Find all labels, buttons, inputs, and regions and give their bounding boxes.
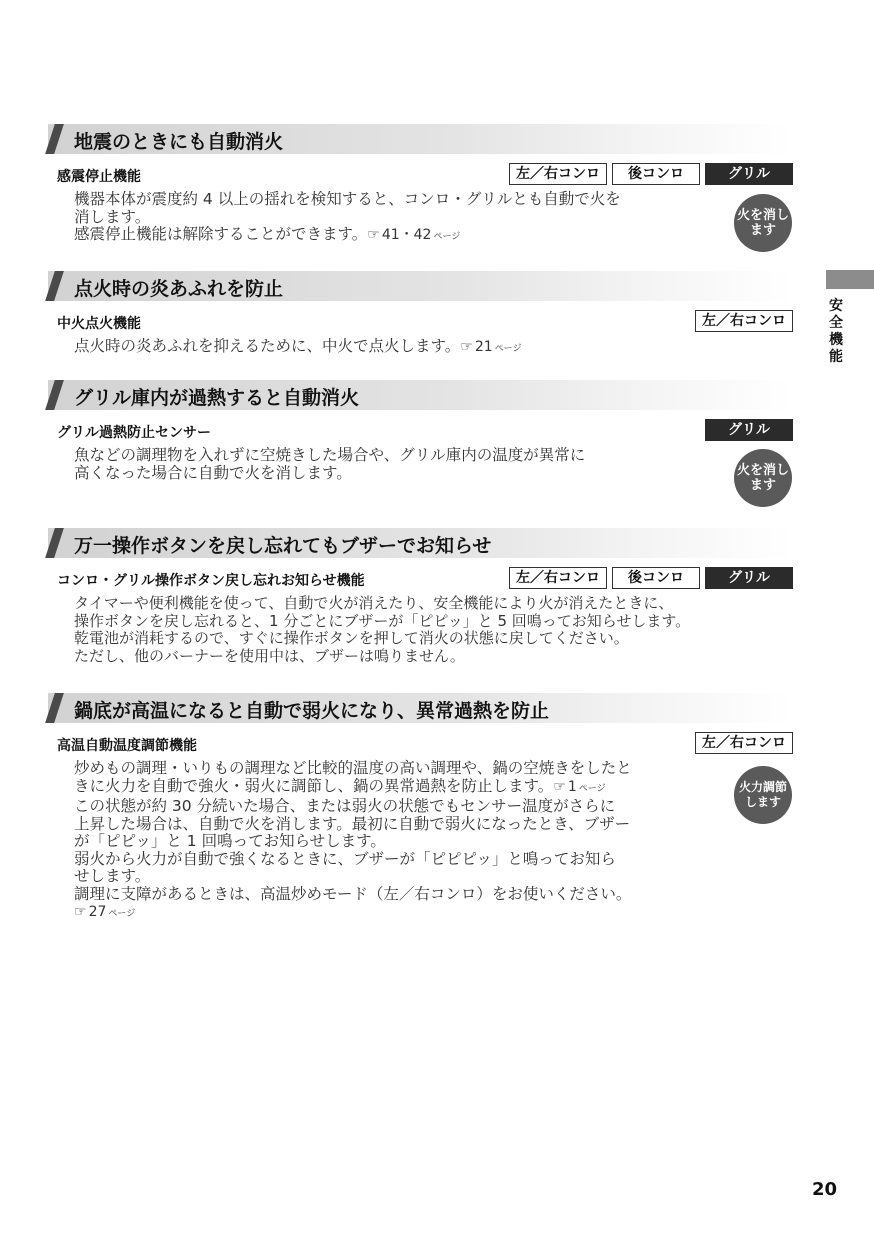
body-line: この状態が約 30 分続いた場合、または弱火の状態でもセンサー温度がさらに — [74, 797, 616, 815]
body-line: 魚などの調理物を入れずに空焼きした場合や、グリル庫内の温度が異常に — [74, 446, 586, 464]
feature-name: グリル過熱防止センサー — [57, 425, 211, 441]
applicable-burners — [695, 732, 793, 754]
tag-left-right-burner: 左／右コンロ — [509, 163, 607, 185]
section-body — [74, 447, 793, 482]
section-title: グリル庫内が過熱すると自動消火 — [74, 387, 360, 409]
section-title: 地震のときにも自動消火 — [74, 131, 284, 153]
body-line: 操作ボタンを戻し忘れると、1 分ごとにブザーが「ピピッ」と 5 回鳴ってお知らせします。 — [74, 611, 691, 630]
tag-left-right-burner: 左／右コンロ — [695, 732, 793, 754]
tag-left-right-burner: 左／右コンロ — [509, 567, 607, 589]
body-line: 機器本体が震度約 4 以上の揺れを検知すると、コンロ・グリルとも自動で火を — [74, 190, 621, 208]
pointing-hand-icon: ☞ — [74, 904, 87, 920]
side-tab-label: 安全機能 — [829, 298, 843, 365]
pointing-hand-icon: ☞ — [460, 339, 473, 355]
applicable-burners — [695, 310, 793, 332]
feature-name: 感震停止機能 — [57, 169, 141, 185]
body-line — [74, 226, 793, 247]
extinguish-badge: 火を消します — [734, 194, 792, 252]
subheader-row — [48, 163, 793, 187]
body-line: 高くなった場合に自動で火を消します。 — [74, 463, 352, 482]
section-body — [74, 338, 793, 359]
extinguish-badge: 火を消します — [734, 449, 792, 507]
section-high-temp — [48, 693, 793, 924]
page-suffix: ページ — [433, 232, 461, 242]
tag-rear-burner: 後コンロ — [612, 567, 700, 589]
pointing-hand-icon: ☞ — [367, 227, 380, 243]
body-line: 炒めもの調理・いりもの調理など比較的温度の高い調理や、鍋の空焼きをしたと — [74, 759, 632, 777]
section-forgotten-button — [48, 528, 793, 665]
body-line-text: きに火力を自動で強火・弱火に調節し、鍋の異常過熱を防止します。 — [74, 776, 554, 795]
section-title: 鍋底が高温になると自動で弱火になり、異常過熱を防止 — [74, 700, 550, 722]
body-line: が「ピピッ」と 1 回鳴ってお知らせします。 — [74, 832, 386, 850]
page-reference[interactable] — [89, 904, 136, 920]
section-title: 点火時の炎あふれを防止 — [74, 278, 284, 300]
tag-left-right-burner: 左／右コンロ — [695, 310, 793, 332]
body-line: ただし、他のバーナーを使用中は、ブザーは鳴りません。 — [74, 646, 465, 665]
body-line-text: 感震停止機能は解除することができます。 — [74, 225, 368, 243]
page-reference[interactable] — [568, 779, 606, 795]
page-suffix: ページ — [494, 344, 522, 354]
applicable-burners — [705, 419, 793, 441]
section-earthquake — [48, 124, 793, 247]
feature-name: 高温自動温度調節機能 — [57, 738, 197, 754]
section-ignition — [48, 271, 793, 359]
subheader-row — [48, 310, 793, 334]
side-tab-marker — [826, 270, 874, 289]
section-header — [48, 693, 793, 723]
reference-number: 1 — [567, 778, 577, 795]
body-line: 消します。 — [74, 207, 151, 226]
section-grill-overheat — [48, 380, 793, 493]
flame-adjust-badge: 火力調節します — [734, 766, 792, 824]
tag-grill: グリル — [705, 419, 793, 441]
header-slash — [45, 271, 64, 301]
subheader-row — [48, 732, 793, 756]
page-reference[interactable] — [382, 227, 460, 243]
page-number: 20 — [812, 1179, 838, 1200]
page-suffix: ページ — [108, 909, 136, 919]
reference-number: 27 — [88, 904, 107, 920]
section-header — [48, 528, 793, 558]
section-body — [74, 760, 793, 924]
body-line — [74, 778, 793, 799]
page-suffix: ページ — [578, 783, 606, 794]
body-line: 弱火から火力が自動で強くなるときに、ブザーが「ピピピッ」と鳴ってお知ら — [74, 849, 616, 868]
tag-grill: グリル — [705, 163, 793, 185]
section-body — [74, 191, 793, 247]
section-body — [74, 595, 793, 665]
body-line — [74, 903, 793, 924]
reference-number: 21 — [474, 339, 493, 355]
feature-name: 中火点火機能 — [57, 316, 141, 332]
body-line: 調理に支障があるときは、高温炒めモード（左／右コンロ）をお使いください。 — [74, 884, 632, 903]
section-header — [48, 380, 793, 410]
body-line-text: 点火時の炎あふれを抑えるために、中火で点火します。 — [74, 337, 461, 355]
section-header — [48, 124, 793, 154]
tag-grill: グリル — [705, 567, 793, 589]
page-reference[interactable] — [475, 339, 522, 355]
body-line: 上昇した場合は、自動で火を消します。最初に自動で弱火になったとき、ブザー — [74, 814, 631, 833]
subheader-row — [48, 419, 793, 443]
header-slash — [45, 380, 64, 410]
header-slash — [45, 693, 64, 723]
body-line: 乾電池が消耗するので、すぐに操作ボタンを押して消火の状態に戻してください。 — [74, 629, 629, 647]
subheader-row — [48, 567, 793, 591]
body-line: せします。 — [74, 867, 151, 885]
header-slash — [45, 124, 64, 154]
applicable-burners — [509, 567, 793, 589]
body-line: タイマーや便利機能を使って、自動で火が消えたり、安全機能により火が消えたときに、 — [74, 594, 674, 612]
header-slash — [45, 528, 64, 558]
section-title: 万一操作ボタンを戻し忘れてもブザーでお知らせ — [74, 535, 492, 557]
pointing-hand-icon: ☞ — [553, 778, 566, 795]
section-header — [48, 271, 793, 301]
applicable-burners — [509, 163, 793, 185]
tag-rear-burner: 後コンロ — [612, 163, 700, 185]
body-line — [74, 338, 793, 359]
reference-number: 41・42 — [381, 227, 432, 243]
feature-name: コンロ・グリル操作ボタン戻し忘れお知らせ機能 — [57, 573, 365, 589]
